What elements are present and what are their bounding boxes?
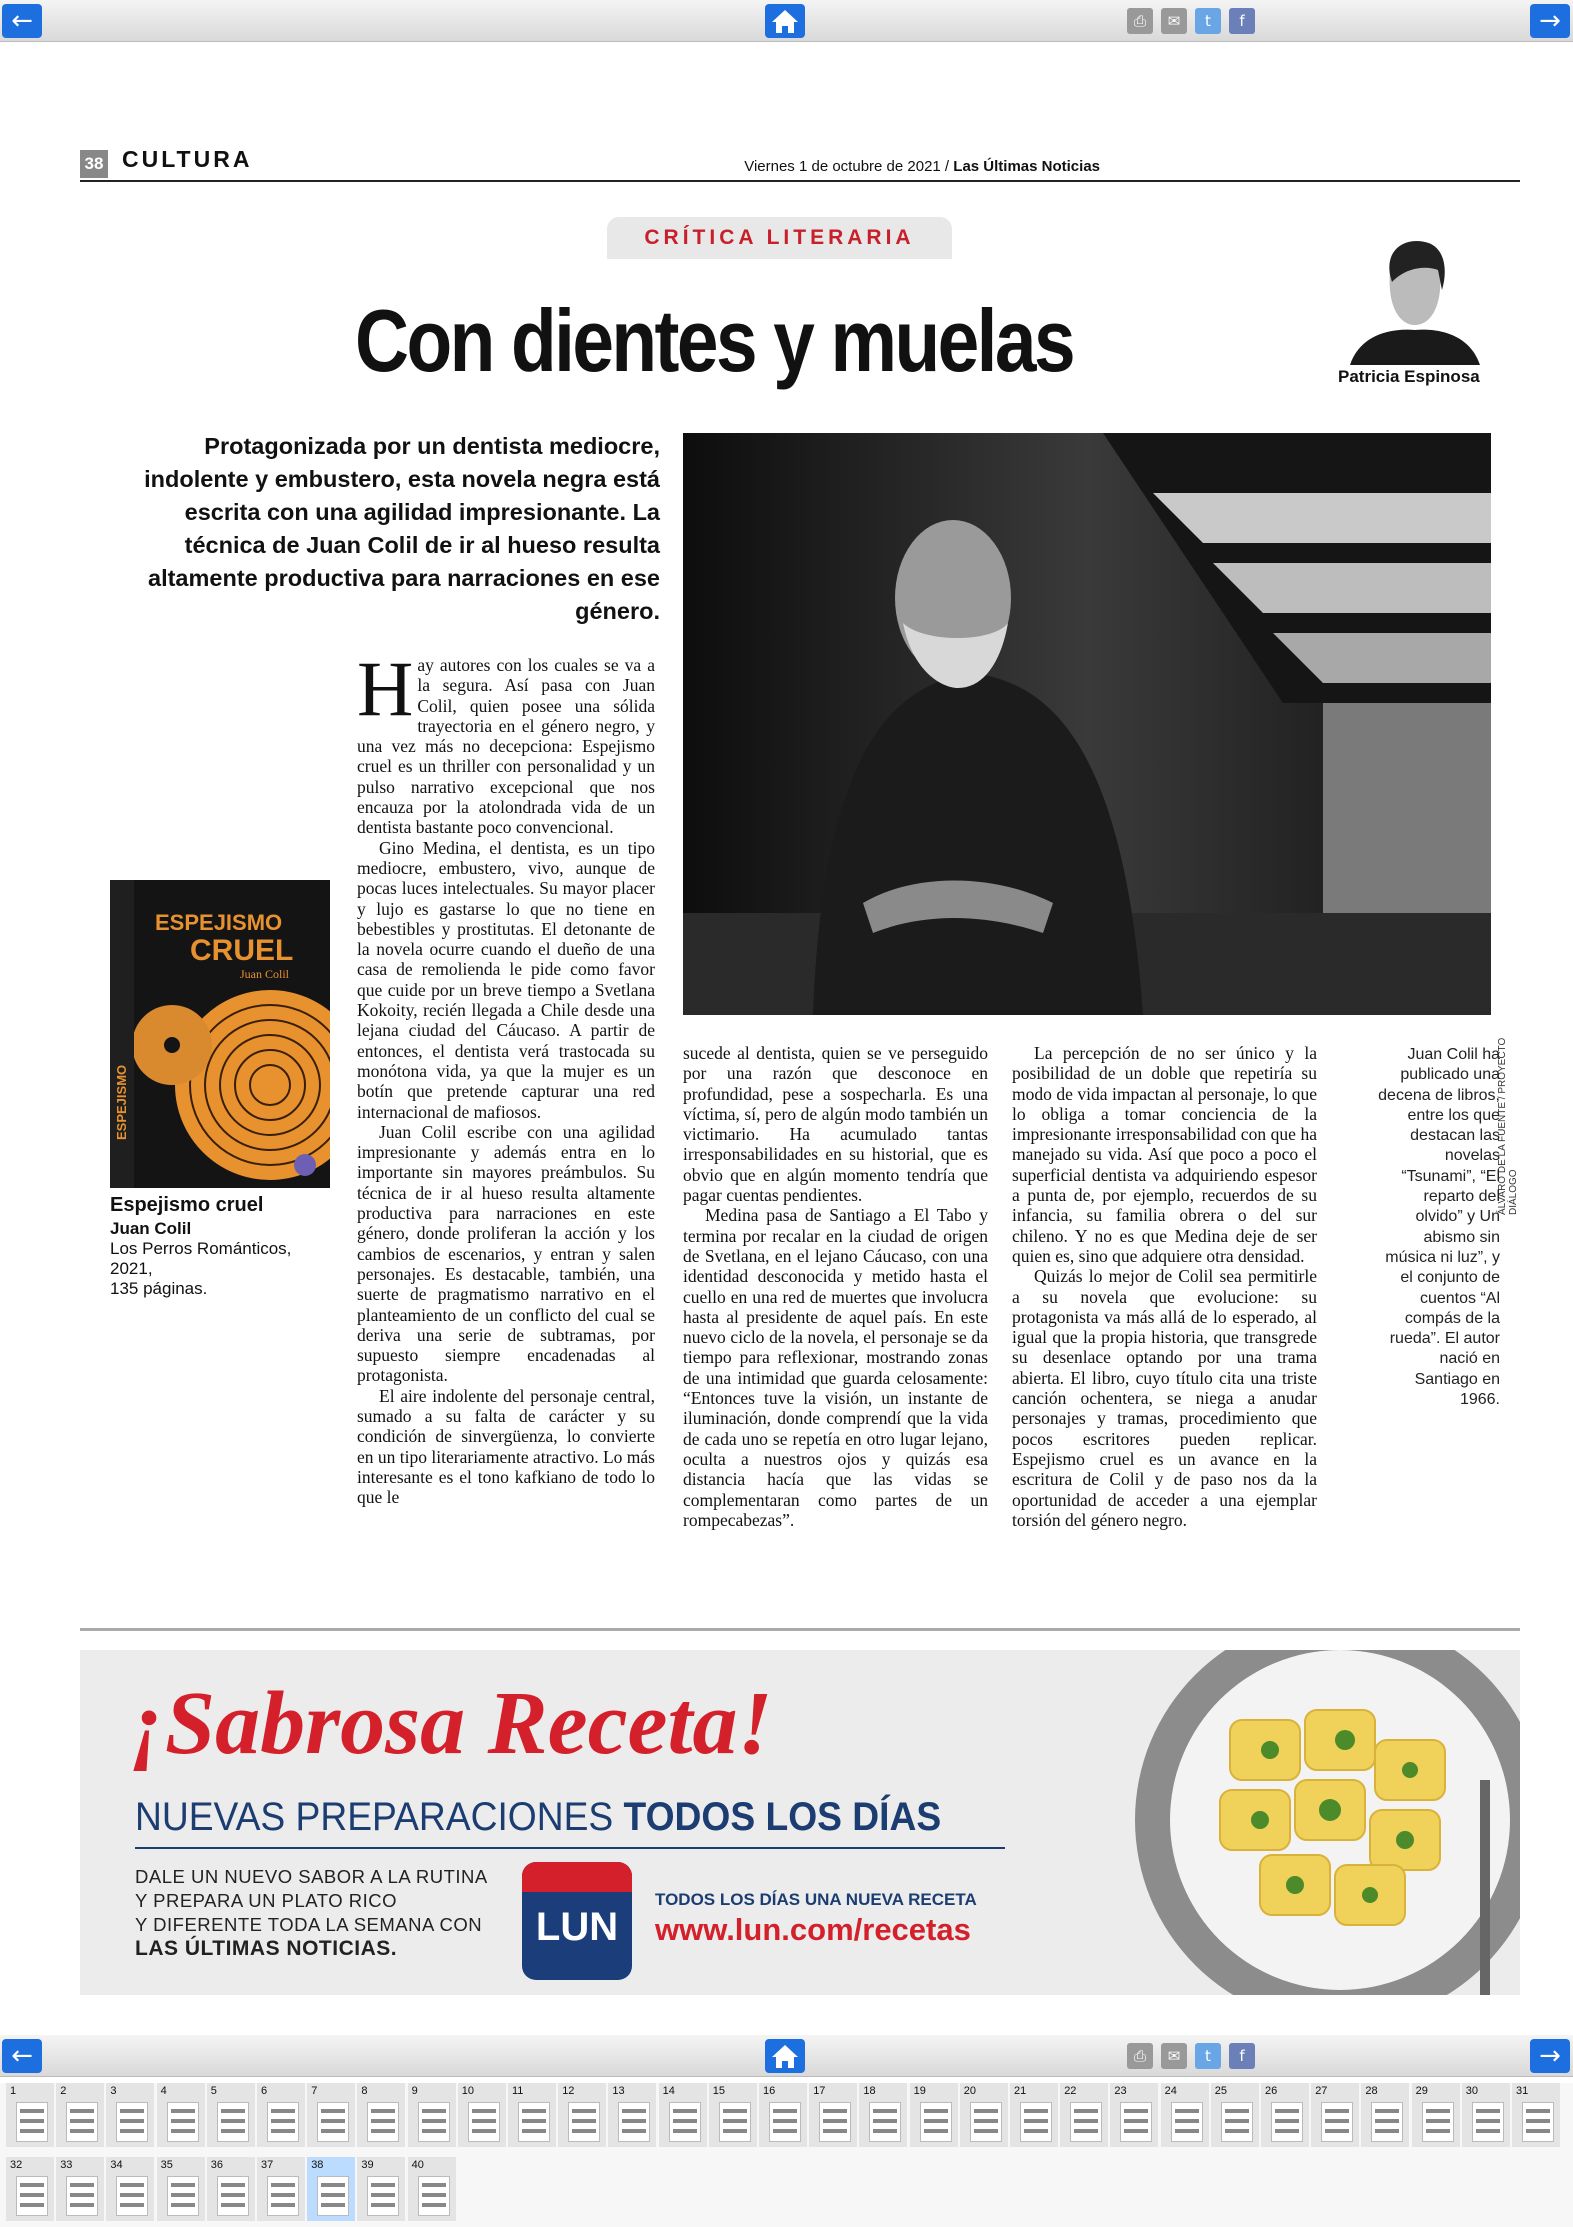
thumbnail-preview (1522, 2102, 1554, 2142)
thumbnail-page-number: 22 (1064, 2085, 1077, 2097)
thumbnail-preview (1321, 2102, 1353, 2142)
thumbnail-preview (367, 2176, 399, 2216)
kicker: CRÍTICA LITERARIA (607, 217, 952, 259)
page-thumbnail[interactable] (307, 2157, 355, 2221)
thumbnail-page-number: 11 (512, 2085, 524, 2097)
thumbnail-page-number: 34 (110, 2159, 123, 2171)
page-thumbnail[interactable] (1361, 2083, 1409, 2147)
page-thumbnail[interactable] (659, 2083, 707, 2147)
thumbnail-page-number: 6 (261, 2085, 268, 2097)
paragraph: sucede al dentista, quien se ve perseguido por una razón que desconoce en profundidad, pese a sospecharla. Es una víctima, sí, pero de algún modo también un victimario. Ha acumulado tantas irresponsabilidades en su historial, que es obvio que en algún momento tendría que pagar cuentas pendientes. (683, 1043, 988, 1206)
thumbnail-preview (66, 2176, 98, 2216)
thumbnail-preview (167, 2102, 199, 2142)
page-thumbnail[interactable] (1161, 2083, 1209, 2147)
page-thumbnail[interactable] (408, 2157, 456, 2221)
thumbnail-preview (618, 2102, 650, 2142)
thumbnail-preview (167, 2176, 199, 2216)
thumbnail-preview (970, 2102, 1002, 2142)
dateline: Viernes 1 de octubre de 2021 / Las Últimas Noticias (744, 158, 1100, 175)
cover-title-1: ESPEJISMO (155, 910, 283, 935)
paragraph: Medina pasa de Santiago a El Tabo y termina por recalar en la ciudad de origen de Svetlana, en el lejano Cáucaso, con una identidad desconocida y metido hasta el cuello en una red de muertes que involucra hasta al presidente de aquel país. En este nuevo ciclo de la novela, el personaje se da tiempo para reflexionar, mostrando zonas de una intimidad que guarda celosamente: “Entonces tuve la visión, un instante de iluminación, donde comprendí que la vida de cada uno se repetía en otro lugar lejano, oculta a nuestros ojos y quizás esa distancia hacía que las vidas se complementaran como partes de un rompecabezas”. (683, 1205, 988, 1530)
page-thumbnail[interactable] (1060, 2083, 1108, 2147)
thumbnail-page-number: 15 (712, 2085, 726, 2097)
mail-icon[interactable]: ✉ (1161, 2043, 1187, 2069)
thumbnail-page-number: 10 (461, 2085, 475, 2097)
prev-page-button-bottom[interactable] (2, 2039, 42, 2073)
page-thumbnail[interactable] (1110, 2083, 1158, 2147)
page-thumbnail[interactable] (207, 2157, 255, 2221)
page-thumbnail[interactable] (608, 2083, 656, 2147)
book-caption (110, 1195, 310, 1299)
facebook-icon[interactable]: f (1229, 2043, 1255, 2069)
page-thumbnail[interactable] (56, 2157, 104, 2221)
thumbnail-page-number: 23 (1114, 2085, 1127, 2097)
next-page-button-bottom[interactable] (1530, 2039, 1570, 2073)
ravioli-plate-image (1110, 1650, 1520, 1995)
thumbnail-page-number: 31 (1516, 2085, 1529, 2097)
thumbnail-preview (920, 2102, 952, 2142)
page-thumbnail-strip (0, 2083, 1573, 2227)
thumbnail-page-number: 13 (612, 2085, 625, 2097)
thumbnail-preview (267, 2176, 299, 2216)
thumbnail-preview (1371, 2102, 1403, 2142)
advertisement[interactable] (80, 1650, 1520, 1995)
page-thumbnail[interactable] (408, 2083, 456, 2147)
thumbnail-preview (267, 2102, 299, 2142)
page-thumbnail[interactable] (307, 2083, 355, 2147)
arrow-left-icon: ← (11, 2041, 33, 2071)
thumbnail-preview (418, 2102, 450, 2142)
thumbnail-preview (1120, 2102, 1152, 2142)
cover-spine: ESPEJISMO (114, 1064, 129, 1140)
thumbnail-page-number: 8 (361, 2085, 368, 2097)
paragraph: Juan Colil escribe con una agilidad impresionante y además entra en lo importante sin mayores preámbulos. Su técnica de ir al hueso resulta altamente productiva para narraciones en este género, donde proliferan la acción y los cambios de escenarios, y entran y salen personajes. Es destacable, también, una suerte de pragmatismo narrativo en el planteamiento de un conflicto del cual se deriva una serie de subtramas, por supuesto siempre encadenadas al protagonista. (357, 1121, 655, 1386)
arrow-right-icon: → (1539, 6, 1561, 36)
thumbnail-page-number: 29 (1415, 2085, 1428, 2097)
paragraph: Quizás lo mejor de Colil sea permitirle a su novela que evolucione: su protagonista va más allá de lo esperado, al igual que la propia historia, que transgrede su desenlace optando por una trama abierta. El libro, cuyo título cita una triste canción ochentera, se niega a anudar personajes y tramas, procedimiento que pocos escritores pueden replicar. Espejismo cruel es un avance en la escritura de Colil y de paso nos da la oportunidad de acceder a una ejemplar torsión del género negro. (1012, 1266, 1317, 1530)
thumbnail-page-number: 40 (411, 2159, 424, 2171)
page-thumbnail[interactable] (558, 2083, 606, 2147)
bottom-toolbar (0, 2035, 1573, 2077)
book-cover (110, 880, 330, 1188)
ad-body: DALE UN NUEVO SABOR A LA RUTINA Y PREPARA UN PLATO RICO Y DIFERENTE TODA LA SEMANA CON LAS ÚLTIMAS NOTICIAS. (135, 1866, 488, 1960)
page-thumbnail[interactable] (106, 2083, 154, 2147)
page-thumbnail[interactable] (207, 2083, 255, 2147)
print-icon[interactable]: ⎙ (1127, 2043, 1153, 2069)
cover-author: Juan Colil (240, 967, 290, 981)
thumbnail-page-number: 26 (1265, 2085, 1278, 2097)
ad-headline: ¡Sabrosa Receta! (130, 1674, 773, 1773)
thumbnail-preview (669, 2102, 701, 2142)
paragraph: ay autores con los cuales se va a la segura. Así pasa con Juan Colil, quien posee una sólida trayectoria en el género negro, y una vez más no decepciona: Espejismo cruel es un thriller con personalidad y un pulso narrativo excepcional que nos encauza por la atolondrada vida de un dentista bastante poco convencional. (357, 655, 655, 838)
author-main-photo (683, 433, 1491, 1015)
author-name: Patricia Espinosa (1338, 367, 1480, 386)
book-author: Juan Colil (110, 1219, 192, 1238)
page-thumbnail[interactable] (1211, 2083, 1259, 2147)
page-thumbnail[interactable] (1412, 2083, 1460, 2147)
headline: Con dientes y muelas (355, 291, 1074, 390)
lun-logo: LUN (522, 1862, 632, 1980)
thumbnail-page-number: 1 (10, 2085, 17, 2097)
thumbnail-preview (418, 2176, 450, 2216)
thumbnail-preview (116, 2102, 148, 2142)
thumbnail-page-number: 36 (210, 2159, 224, 2171)
page-thumbnail[interactable] (357, 2083, 405, 2147)
thumbnail-preview (16, 2102, 48, 2142)
page-thumbnail[interactable] (759, 2083, 807, 2147)
thumbnail-page-number: 4 (160, 2085, 167, 2097)
lead-paragraph: Protagonizada por un dentista mediocre, indolente y embustero, esta novela negra está escrita con una agilidad impresionante. La técnica de Juan Colil de ir al hueso resulta altamente productiva para narraciones en ese género. (144, 433, 660, 624)
cover-title-2: CRUEL (190, 934, 294, 967)
page-thumbnail[interactable] (1462, 2083, 1510, 2147)
ad-rule (80, 1628, 1520, 1631)
photo-credit: ÁLVARO DE LA FUENTE / PROYECTO DIÁLOGO (1497, 1037, 1519, 1215)
page-thumbnail[interactable] (508, 2083, 556, 2147)
thumbnail-page-number: 7 (311, 2085, 318, 2097)
header-rule (80, 180, 1520, 182)
ad-url[interactable]: www.lun.com/recetas (655, 1912, 971, 1947)
page-thumbnail[interactable] (1512, 2083, 1560, 2147)
page-thumbnail[interactable] (1311, 2083, 1359, 2147)
thumbnail-preview (468, 2102, 500, 2142)
twitter-icon[interactable]: t (1195, 2043, 1221, 2069)
thumbnail-preview (1221, 2102, 1253, 2142)
thumbnail-page-number: 18 (863, 2085, 876, 2097)
ad-divider (135, 1847, 1005, 1849)
thumbnail-preview (568, 2102, 600, 2142)
ad-tagline: TODOS LOS DÍAS UNA NUEVA RECETA (655, 1890, 977, 1909)
article-column-2 (683, 1043, 988, 1530)
author-photo (1330, 230, 1500, 365)
page-number: 38 (80, 150, 108, 178)
thumbnail-preview (1422, 2102, 1454, 2142)
article-column-3 (1012, 1043, 1317, 1530)
thumbnail-page-number: 38 (311, 2159, 324, 2171)
thumbnail-page-number: 3 (110, 2085, 117, 2097)
thumbnail-preview (217, 2176, 249, 2216)
thumbnail-page-number: 2 (60, 2085, 67, 2097)
thumbnail-page-number: 12 (562, 2085, 575, 2097)
home-icon (765, 2039, 805, 2073)
home-icon (765, 4, 805, 38)
thumbnail-page-number: 20 (963, 2085, 977, 2097)
ad-subheadline: NUEVAS PREPARACIONES TODOS LOS DÍAS (135, 1795, 942, 1839)
page-thumbnail[interactable] (257, 2083, 305, 2147)
page-thumbnail[interactable] (6, 2083, 54, 2147)
thumbnail-preview (317, 2102, 349, 2142)
page-thumbnail[interactable] (56, 2083, 104, 2147)
page-thumbnail[interactable] (809, 2083, 857, 2147)
thumbnail-page-number: 14 (662, 2085, 675, 2097)
page-thumbnail[interactable] (106, 2157, 154, 2221)
thumbnail-page-number: 27 (1315, 2085, 1328, 2097)
thumbnail-preview (1070, 2102, 1102, 2142)
thumbnail-page-number: 24 (1164, 2085, 1177, 2097)
paragraph: El aire indolente del personaje central, sumado a su falta de carácter y su condición de sinvergüenza, lo convierte en un tipo literariamente atractivo. Lo más interesante es el tono kafkiano de todo lo que le (357, 1385, 655, 1508)
prev-page-button[interactable] (2, 4, 42, 38)
thumbnail-preview (869, 2102, 901, 2142)
section-name: CULTURA (122, 146, 253, 172)
thumbnail-preview (1171, 2102, 1203, 2142)
thumbnail-preview (719, 2102, 751, 2142)
home-button[interactable] (765, 4, 805, 38)
thumbnail-page-number: 5 (210, 2085, 217, 2097)
thumbnail-preview (1472, 2102, 1504, 2142)
drop-cap: H (357, 645, 414, 732)
arrow-right-icon: → (1539, 2041, 1561, 2071)
page-thumbnail[interactable] (6, 2157, 54, 2221)
next-page-button[interactable] (1530, 4, 1570, 38)
book-title: Espejismo cruel (110, 1194, 264, 1216)
page-thumbnail[interactable] (257, 2157, 305, 2221)
thumbnail-preview (367, 2102, 399, 2142)
thumbnail-preview (1271, 2102, 1303, 2142)
book-pages: 135 páginas. (110, 1279, 208, 1298)
thumbnail-page-number: 17 (813, 2085, 826, 2097)
thumbnail-preview (16, 2176, 48, 2216)
twitter-icon[interactable]: t (1195, 8, 1221, 34)
page-thumbnail[interactable] (1261, 2083, 1309, 2147)
thumbnail-preview (317, 2176, 349, 2216)
top-toolbar (0, 0, 1573, 42)
page-thumbnail[interactable] (910, 2083, 958, 2147)
page-thumbnail[interactable] (357, 2157, 405, 2221)
thumbnail-page-number: 19 (913, 2085, 926, 2097)
article-column-1 (357, 645, 655, 1508)
thumbnail-preview (769, 2102, 801, 2142)
thumbnail-page-number: 9 (411, 2085, 418, 2097)
print-icon[interactable]: ⎙ (1127, 8, 1153, 34)
thumbnail-preview (1020, 2102, 1052, 2142)
mail-icon[interactable]: ✉ (1161, 8, 1187, 34)
page-thumbnail[interactable] (1010, 2083, 1058, 2147)
thumbnail-preview (116, 2176, 148, 2216)
paragraph: La percepción de no ser único y la posibilidad de un doble que repetiría su modo de vida impactan al personaje, lo que lo obliga a tomar conciencia de la impresionante irresponsabilidad con que ha manejado su vida. Así que poco a poco el superficial dentista va adquiriendo espesor a punta de, por ejemplo, recuerdos de su infancia, su familia obrera o del sur chileno. Y no es que Medina deje de ser quien es, sino que adquiere otra densidad. (1012, 1043, 1317, 1266)
page-thumbnail[interactable] (157, 2157, 205, 2221)
thumbnail-preview (217, 2102, 249, 2142)
home-button-bottom[interactable] (765, 2039, 805, 2073)
thumbnail-page-number: 25 (1214, 2085, 1228, 2097)
thumbnail-preview (518, 2102, 550, 2142)
paragraph: Gino Medina, el dentista, es un tipo mediocre, embustero, vivo, aunque de pocas luces intelectuales. Su mayor placer y lujo es gastarse lo que no tiene en bebestibles y prostitutas. El detonante de la novela ocurre cuando el dueño de una casa de remolienda le pide como favor que cuide por un breve tiempo a Svetlana Kokoity, recién llegada a Chile desde una lejana ciudad del Cáucaso. A partir de entonces, el dentista verá trastocada su monótona vida, ya que la mujer es un botín que pretende capturar una red internacional de mafiosos. (357, 837, 655, 1122)
thumbnail-page-number: 33 (60, 2159, 73, 2171)
thumbnail-preview (819, 2102, 851, 2142)
thumbnail-page-number: 28 (1365, 2085, 1378, 2097)
thumbnail-page-number: 16 (763, 2085, 776, 2097)
page-thumbnail[interactable] (157, 2083, 205, 2147)
thumbnail-page-number: 21 (1014, 2085, 1027, 2097)
thumbnail-page-number: 37 (261, 2159, 274, 2171)
page-thumbnail[interactable] (709, 2083, 757, 2147)
facebook-icon[interactable]: f (1229, 8, 1255, 34)
thumbnail-preview (66, 2102, 98, 2142)
book-publisher: Los Perros Románticos, 2021, (110, 1239, 292, 1278)
thumbnail-page-number: 32 (10, 2159, 23, 2171)
page-thumbnail[interactable] (458, 2083, 506, 2147)
thumbnail-page-number: 39 (361, 2159, 374, 2171)
thumbnail-page-number: 35 (160, 2159, 173, 2171)
page-thumbnail[interactable] (859, 2083, 907, 2147)
page-thumbnail[interactable] (960, 2083, 1008, 2147)
thumbnail-page-number: 30 (1465, 2085, 1479, 2097)
author-sidebar: Juan Colil ha publicado una decena de libros, entre los que destacan las novelas “Tsunami”, “El reparto del olvido” y Un abismo sin música ni luz”, y el conjunto de cuentos “Al compás de la rueda”. El autor nació en Santiago en 1966. (1378, 1046, 1500, 1409)
arrow-left-icon: ← (11, 6, 33, 36)
